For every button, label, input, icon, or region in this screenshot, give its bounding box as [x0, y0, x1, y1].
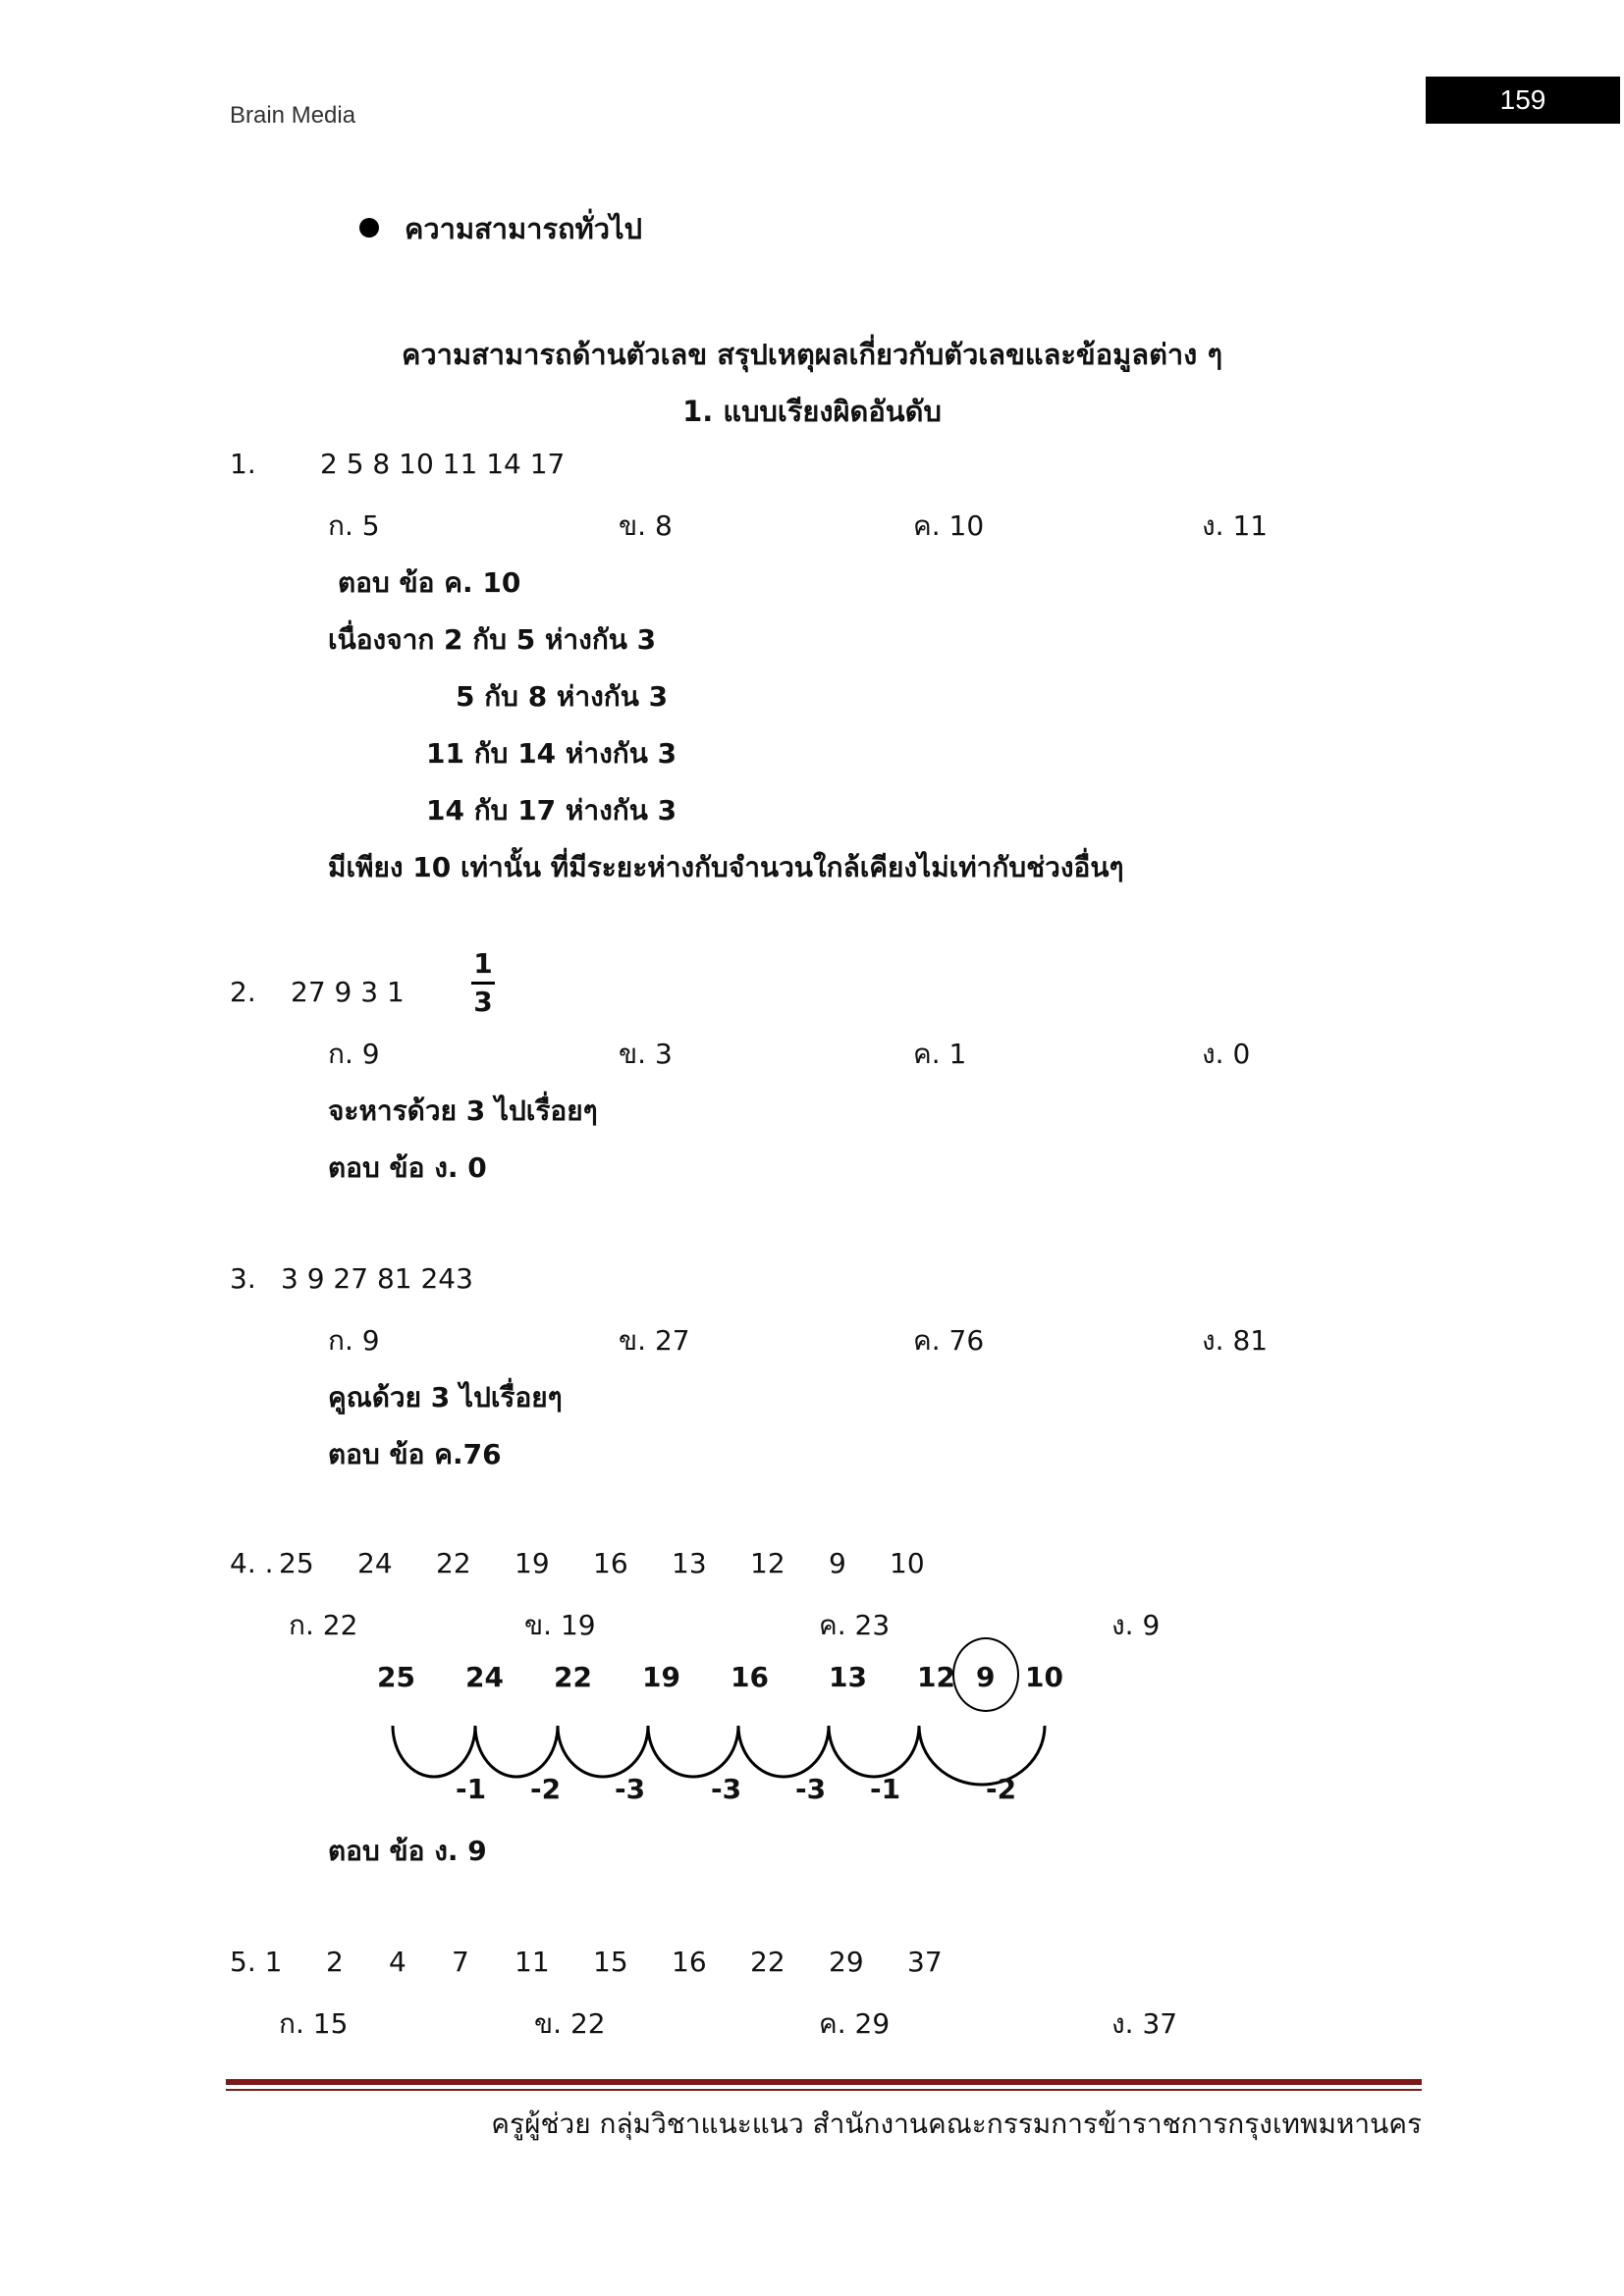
footer-text: ครูผู้ช่วย กลุ่มวิชาแนะแนว สำนักงานคณะกรรมการข้าราชการกรุงเทพมหานคร [491, 2108, 1422, 2140]
footer-rule [226, 2079, 1422, 2085]
q4-seq-item: 22 [436, 1547, 471, 1579]
q3-answer: ตอบ ข้อ ค.76 [328, 1438, 502, 1470]
difference-label: -1 [456, 1773, 487, 1805]
q1-explain-4: 14 กับ 17 ห่างกัน 3 [426, 794, 677, 827]
diagram-number: 19 [642, 1661, 680, 1693]
difference-label: -2 [530, 1773, 562, 1805]
q1-choice-a: ก. 5 [328, 509, 380, 542]
arc-6 [829, 1726, 919, 1777]
difference-label: -3 [711, 1773, 742, 1805]
q2-choice-b: ข. 3 [619, 1038, 673, 1070]
q3-number: 3. [230, 1262, 256, 1295]
q2-choice-c: ค. 1 [913, 1038, 967, 1070]
q2-sequence: 27 9 3 1 [291, 976, 405, 1008]
q5-seq-item: 22 [750, 1946, 785, 1978]
q5-seq-item: 37 [907, 1946, 943, 1978]
difference-label: -3 [615, 1773, 646, 1805]
q4-seq-item: 24 [357, 1547, 393, 1579]
q1-explain-1: เนื่องจาก 2 กับ 5 ห่างกัน 3 [328, 623, 657, 656]
difference-label: -3 [795, 1773, 827, 1805]
q5-seq-item: 11 [514, 1946, 550, 1978]
q5-seq-item: 16 [672, 1946, 707, 1978]
diagram-number-circled: 9 [976, 1661, 996, 1693]
highlight-circle [952, 1637, 1019, 1712]
q1-conclusion: มีเพียง 10 เท่านั้น ที่มีระยะห่างกับจำนวนใกล้เคียงไม่เท่ากับช่วงอื่นๆ [328, 851, 1124, 883]
footer-rule-thin [226, 2089, 1422, 2091]
q5-choice-c: ค. 29 [819, 2007, 891, 2040]
section-title: ความสามารถทั่วไป [405, 212, 642, 245]
arc-1 [393, 1726, 475, 1777]
q4-choice-d: ง. 9 [1111, 1609, 1161, 1641]
q1-sequence: 2 5 8 10 11 14 17 [320, 448, 566, 480]
arc-2 [475, 1726, 558, 1777]
q2-answer: ตอบ ข้อ ง. 0 [328, 1151, 487, 1184]
page-number: 159 [1426, 77, 1620, 124]
difference-label: -1 [870, 1773, 901, 1805]
q1-answer: ตอบ ข้อ ค. 10 [338, 566, 521, 599]
q3-choice-a: ก. 9 [328, 1324, 380, 1357]
q5-seq-item: 29 [829, 1946, 864, 1978]
arc-7 [919, 1726, 1045, 1785]
fraction-bar [471, 982, 495, 985]
fraction-numerator: 1 [473, 947, 493, 980]
diagram-number: 22 [554, 1661, 592, 1693]
q4-choice-c: ค. 23 [819, 1609, 891, 1641]
q3-explain: คูณด้วย 3 ไปเรื่อยๆ [328, 1381, 563, 1414]
q1-choice-c: ค. 10 [913, 509, 985, 542]
q5-choice-d: ง. 37 [1111, 2007, 1178, 2040]
q3-choice-b: ข. 27 [619, 1324, 690, 1357]
diagram-number: 16 [731, 1661, 769, 1693]
q5-choice-a: ก. 15 [279, 2007, 349, 2040]
q4-number: 4. . [230, 1547, 274, 1579]
q4-seq-item: 9 [829, 1547, 846, 1579]
q1-explain-3: 11 กับ 14 ห่างกัน 3 [426, 737, 677, 770]
diagram-number: 25 [377, 1661, 415, 1693]
arc-5 [738, 1726, 829, 1777]
q5-number: 5. 1 [230, 1946, 283, 1978]
q2-fraction [471, 947, 495, 1018]
q2-explain: จะหารด้วย 3 ไปเรื่อยๆ [328, 1095, 598, 1127]
q1-choice-b: ข. 8 [619, 509, 673, 542]
arc-4 [648, 1726, 738, 1777]
brand-label: Brain Media [230, 102, 356, 129]
q5-seq-item: 2 [326, 1946, 344, 1978]
q4-answer: ตอบ ข้อ ง. 9 [328, 1835, 487, 1867]
heading-line2: 1. แบบเรียงผิดอันดับ [682, 395, 942, 428]
q4-seq-item: 12 [750, 1547, 785, 1579]
diagram-number: 24 [465, 1661, 504, 1693]
q4-seq-item: 13 [672, 1547, 707, 1579]
q1-explain-2: 5 กับ 8 ห่างกัน 3 [456, 680, 669, 713]
q5-seq-item: 15 [593, 1946, 628, 1978]
fraction-denominator: 3 [473, 986, 493, 1018]
q4-seq-item: 25 [279, 1547, 314, 1579]
diagram-number: 10 [1025, 1661, 1063, 1693]
q5-seq-item: 4 [389, 1946, 406, 1978]
q1-choice-d: ง. 11 [1202, 509, 1269, 542]
heading-line1: ความสามารถด้านตัวเลข สรุปเหตุผลเกี่ยวกับตัวเลขและข้อมูลต่าง ๆ [401, 338, 1223, 371]
q2-number: 2. [230, 976, 256, 1008]
q1-number: 1. [230, 448, 256, 480]
q3-sequence: 3 9 27 81 243 [281, 1262, 473, 1295]
q4-seq-item: 19 [514, 1547, 550, 1579]
bullet-icon [359, 218, 379, 238]
difference-label: -2 [986, 1773, 1017, 1805]
q2-choice-d: ง. 0 [1202, 1038, 1251, 1070]
q3-choice-d: ง. 81 [1202, 1324, 1269, 1357]
q5-seq-item: 7 [452, 1946, 469, 1978]
diagram-number: 13 [829, 1661, 867, 1693]
diagram-number: 12 [917, 1661, 955, 1693]
q4-seq-item: 16 [593, 1547, 628, 1579]
q4-seq-item: 10 [890, 1547, 925, 1579]
q2-choice-a: ก. 9 [328, 1038, 380, 1070]
arc-3 [558, 1726, 648, 1777]
q5-choice-b: ข. 22 [534, 2007, 606, 2040]
q4-choice-a: ก. 22 [289, 1609, 358, 1641]
q4-choice-b: ข. 19 [524, 1609, 596, 1641]
q3-choice-c: ค. 76 [913, 1324, 985, 1357]
